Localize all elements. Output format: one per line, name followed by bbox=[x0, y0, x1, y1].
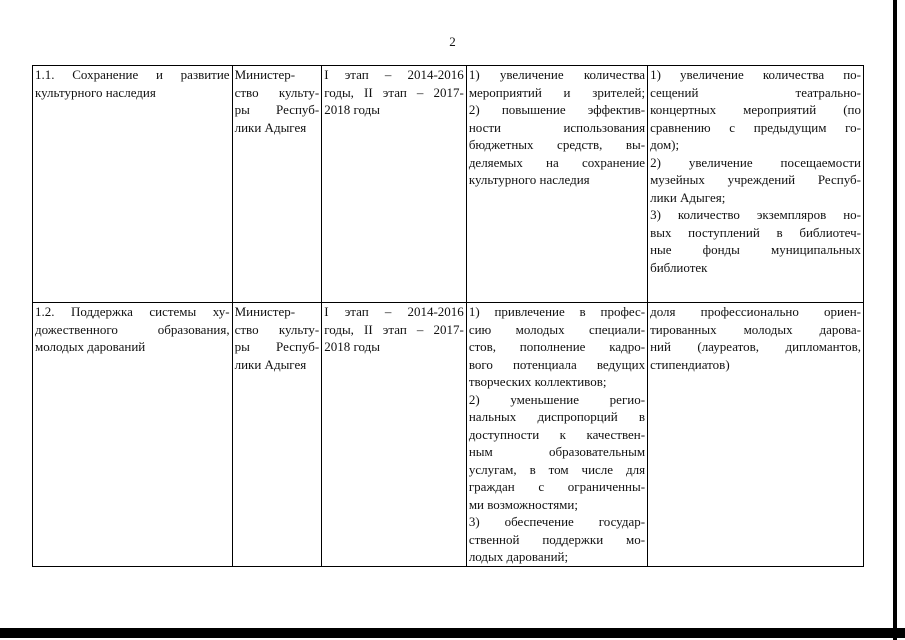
results-line: деляемых на сохранение bbox=[468, 154, 646, 170]
executor-line: лики Адыгея bbox=[234, 119, 307, 135]
indicator-line: стипендиатов) bbox=[650, 356, 730, 372]
indicator-line: 2) увеличение посещаемости bbox=[650, 154, 861, 170]
activity-name-line: 1.2. Поддержка системы ху- bbox=[35, 304, 230, 319]
indicator-line: лики Адыгея; bbox=[650, 189, 726, 205]
results-line: лодых дарований; bbox=[468, 549, 569, 564]
executor-line: ство культу- bbox=[234, 84, 320, 100]
indicator-line: вых поступлений в библиотеч- bbox=[650, 224, 861, 240]
results-line: ственной поддержки мо- bbox=[468, 531, 646, 547]
results-line: ми возможностями; bbox=[468, 496, 578, 512]
expected-results-cell bbox=[466, 66, 647, 303]
period-line: I этап – 2014-2016 bbox=[324, 67, 464, 82]
indicator-line: музейных учреждений Респуб- bbox=[650, 172, 861, 187]
activity-name-line: дожественного образования, bbox=[35, 321, 230, 337]
results-line: 1) привлечение в профес- bbox=[468, 304, 646, 319]
scan-right-border bbox=[893, 0, 897, 640]
executor-line: ры Респуб- bbox=[234, 339, 320, 354]
results-line: нальных диспропорций в bbox=[468, 409, 646, 424]
indicator-line: 1) увеличение количества по- bbox=[650, 67, 861, 82]
executor-line: лики Адыгея bbox=[234, 356, 307, 372]
results-line: граждан с ограниченны- bbox=[468, 479, 646, 494]
activity-name-line: молодых дарований bbox=[35, 339, 146, 354]
results-line: творческих коллективов; bbox=[468, 374, 607, 389]
period-cell bbox=[322, 66, 467, 303]
executor-line: Министер- bbox=[234, 304, 296, 319]
page-number: 2 bbox=[449, 34, 456, 49]
indicator-line: тированных молодых дарова- bbox=[650, 321, 861, 337]
indicator-line: доля профессионально ориен- bbox=[650, 304, 861, 319]
indicators-cell bbox=[648, 303, 864, 567]
results-line: 1) увеличение количества bbox=[468, 67, 646, 82]
indicator-line: концертных мероприятий (по bbox=[650, 102, 861, 117]
table-row bbox=[33, 66, 864, 303]
results-line: услугам, в том числе для bbox=[468, 461, 646, 477]
results-line: доступности к качествен- bbox=[468, 426, 646, 442]
period-line: годы, II этап – 2017- bbox=[324, 84, 464, 100]
period-cell bbox=[322, 303, 467, 567]
indicator-line: ные фонды муниципальных bbox=[650, 242, 861, 257]
indicator-line: 3) количество экземпляров но- bbox=[650, 207, 861, 222]
indicator-line: библиотек bbox=[650, 259, 708, 275]
indicator-line: ний (лауреатов, дипломантов, bbox=[650, 339, 861, 354]
executor-cell bbox=[232, 303, 322, 567]
results-line: мероприятий и зрителей; bbox=[468, 84, 646, 100]
executor-cell bbox=[232, 66, 322, 303]
executor-line: ство культу- bbox=[234, 321, 320, 337]
activity-name-cell bbox=[33, 66, 233, 303]
results-line: 3) обеспечение государ- bbox=[468, 514, 646, 529]
period-line: годы, II этап – 2017- bbox=[324, 321, 464, 337]
scan-bottom-border bbox=[0, 628, 905, 638]
indicators-cell bbox=[648, 66, 864, 303]
results-line: ности использования bbox=[468, 119, 646, 135]
period-line: 2018 годы bbox=[324, 102, 380, 117]
results-line: ным образовательным bbox=[468, 444, 646, 459]
table-row bbox=[33, 303, 864, 567]
results-line: бюджетных средств, вы- bbox=[468, 137, 646, 152]
results-line: стов, пополнение кадро- bbox=[468, 339, 646, 354]
program-table bbox=[32, 65, 864, 567]
results-line: вого потенциала ведущих bbox=[468, 356, 646, 372]
results-line: сию молодых специали- bbox=[468, 321, 646, 337]
indicator-line: сравнению с предыдущим го- bbox=[650, 119, 861, 135]
expected-results-cell bbox=[466, 303, 647, 567]
period-line: 2018 годы bbox=[324, 339, 380, 354]
activity-name-cell bbox=[33, 303, 233, 567]
period-line: I этап – 2014-2016 bbox=[324, 304, 464, 319]
executor-line: Министер- bbox=[234, 67, 296, 82]
results-line: 2) уменьшение регио- bbox=[468, 391, 646, 407]
executor-line: ры Респуб- bbox=[234, 102, 320, 117]
activity-name-line: 1.1. Сохранение и развитие культурного наследия bbox=[35, 67, 230, 100]
results-line: 2) повышение эффектив- bbox=[468, 102, 646, 117]
results-line: культурного наследия bbox=[468, 172, 590, 187]
indicator-line: сещений театрально- bbox=[650, 84, 861, 100]
indicator-line: дом); bbox=[650, 137, 680, 152]
